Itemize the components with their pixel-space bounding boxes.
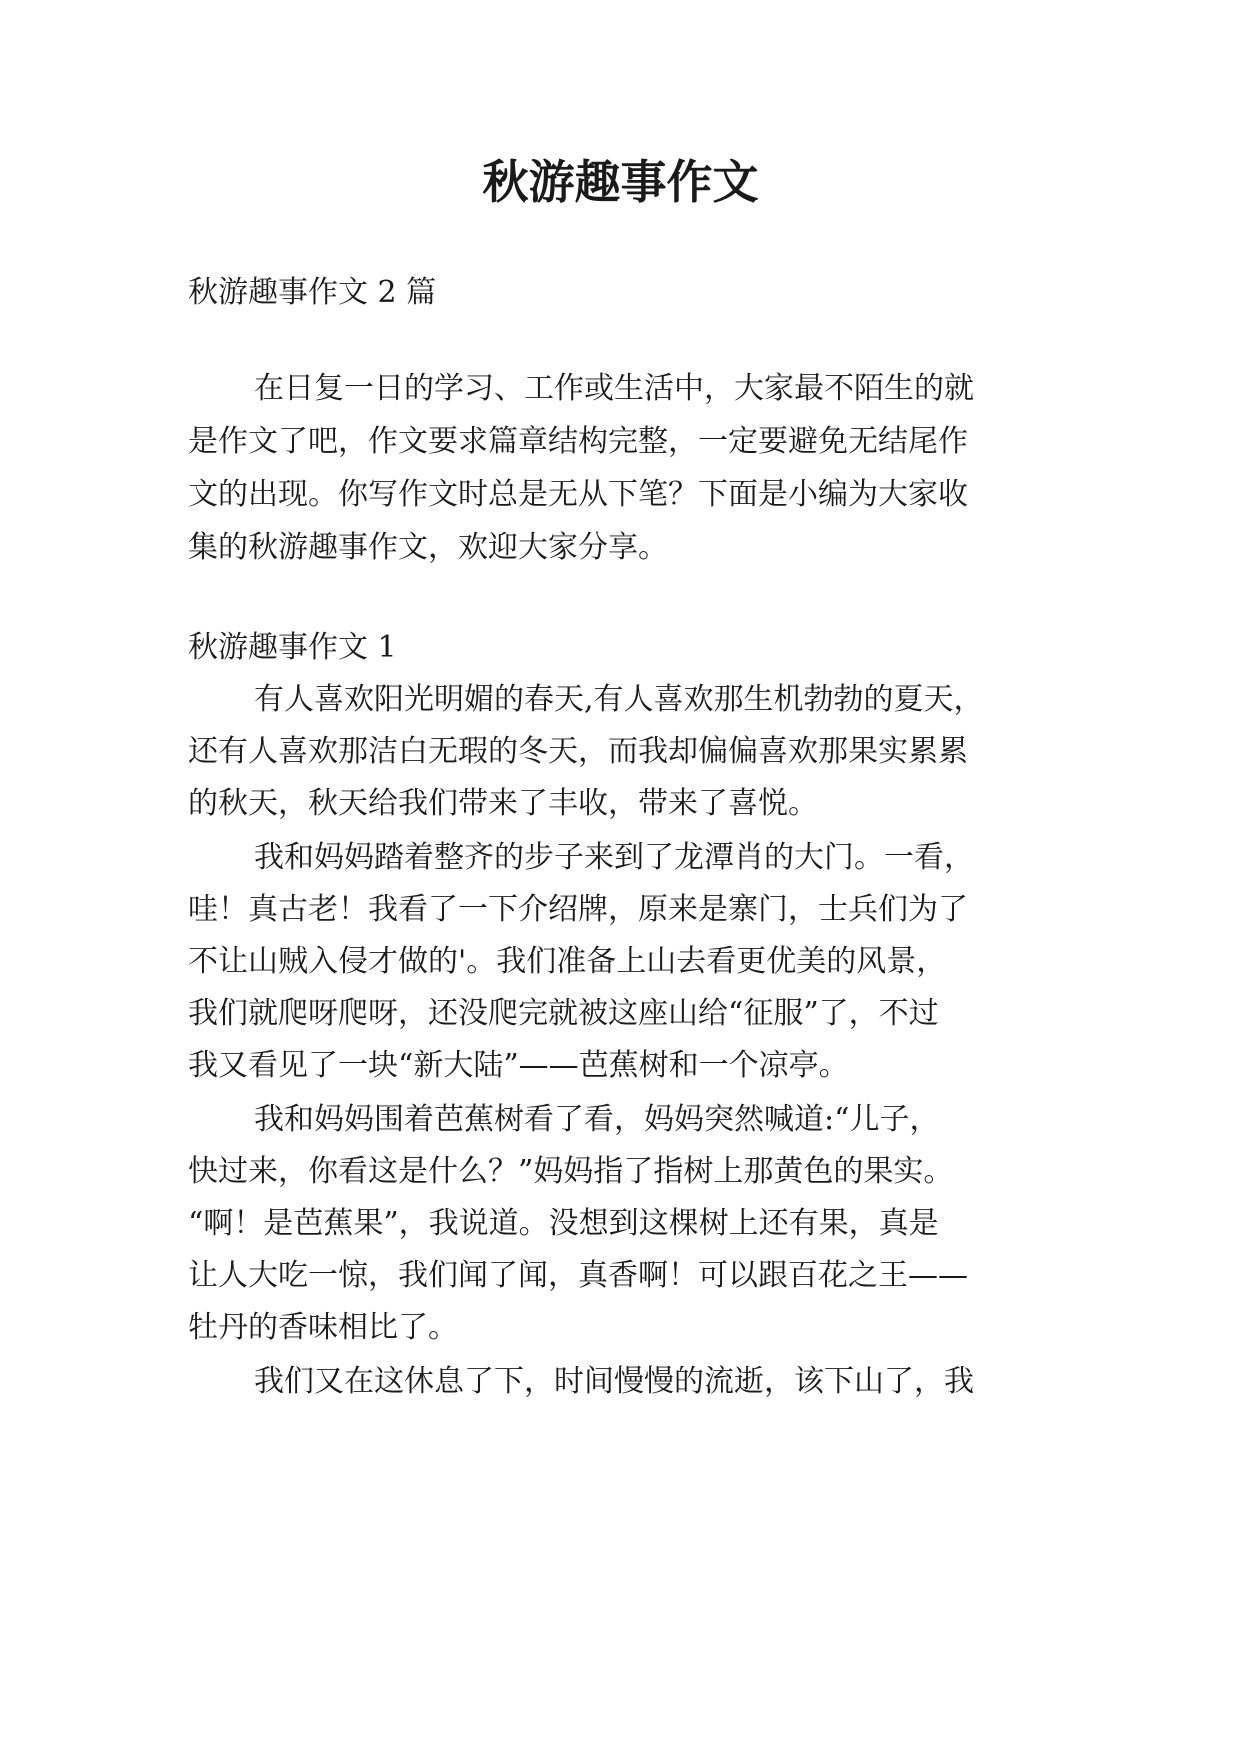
paragraph-line: 快过来，你看这是什么？”妈妈指了指树上那黄色的果实。: [188, 1154, 954, 1189]
paragraph-line: 我们又在这休息了下，时间慢慢的流逝，该下山了，我: [254, 1364, 974, 1399]
paragraph-line: 我又看见了一块“新大陆”——芭蕉树和一个凉亭。: [188, 1048, 849, 1083]
paragraph-line: 让人大吃一惊，我们闻了闻，真香啊！可以跟百花之王——: [188, 1258, 968, 1293]
paragraph-line: 哇！真古老！我看了一下介绍牌，原来是寨门，士兵们为了: [188, 892, 968, 927]
paragraph-line: 我和妈妈踏着整齐的步子来到了龙潭肖的大门。一看，: [254, 840, 974, 875]
paragraph-line: “啊！是芭蕉果”，我说道。没想到这棵树上还有果，真是: [188, 1206, 939, 1241]
subtitle: 秋游趣事作文 2 篇: [188, 275, 437, 310]
section-heading: 秋游趣事作文 1: [188, 630, 397, 665]
paragraph-line: 有人喜欢阳光明媚的春天,有人喜欢那生机勃勃的夏天，: [254, 682, 984, 717]
paragraph-line: 牡丹的香味相比了。: [188, 1310, 458, 1345]
paragraph-line: 还有人喜欢那洁白无瑕的冬天，而我却偏偏喜欢那果实累累: [188, 734, 968, 769]
paragraph-line: 的秋天，秋天给我们带来了丰收，带来了喜悦。: [188, 786, 818, 821]
intro-line: 在日复一日的学习、工作或生活中，大家最不陌生的就: [254, 371, 974, 406]
intro-line: 集的秋游趣事作文，欢迎大家分享。: [188, 530, 668, 565]
paragraph-line: 我们就爬呀爬呀，还没爬完就被这座山给“征服”了，不过: [188, 996, 939, 1031]
paragraph-line: 不让山贼入侵才做的'。我们准备上山去看更优美的风景，: [188, 944, 947, 979]
document-title: 秋游趣事作文: [482, 155, 759, 209]
intro-line: 是作文了吧，作文要求篇章结构完整，一定要避免无结尾作: [188, 424, 968, 459]
paragraph-line: 我和妈妈围着芭蕉树看了看，妈妈突然喊道:“儿子，: [254, 1102, 940, 1137]
intro-line: 文的出现。你写作文时总是无从下笔？下面是小编为大家收: [188, 477, 968, 512]
